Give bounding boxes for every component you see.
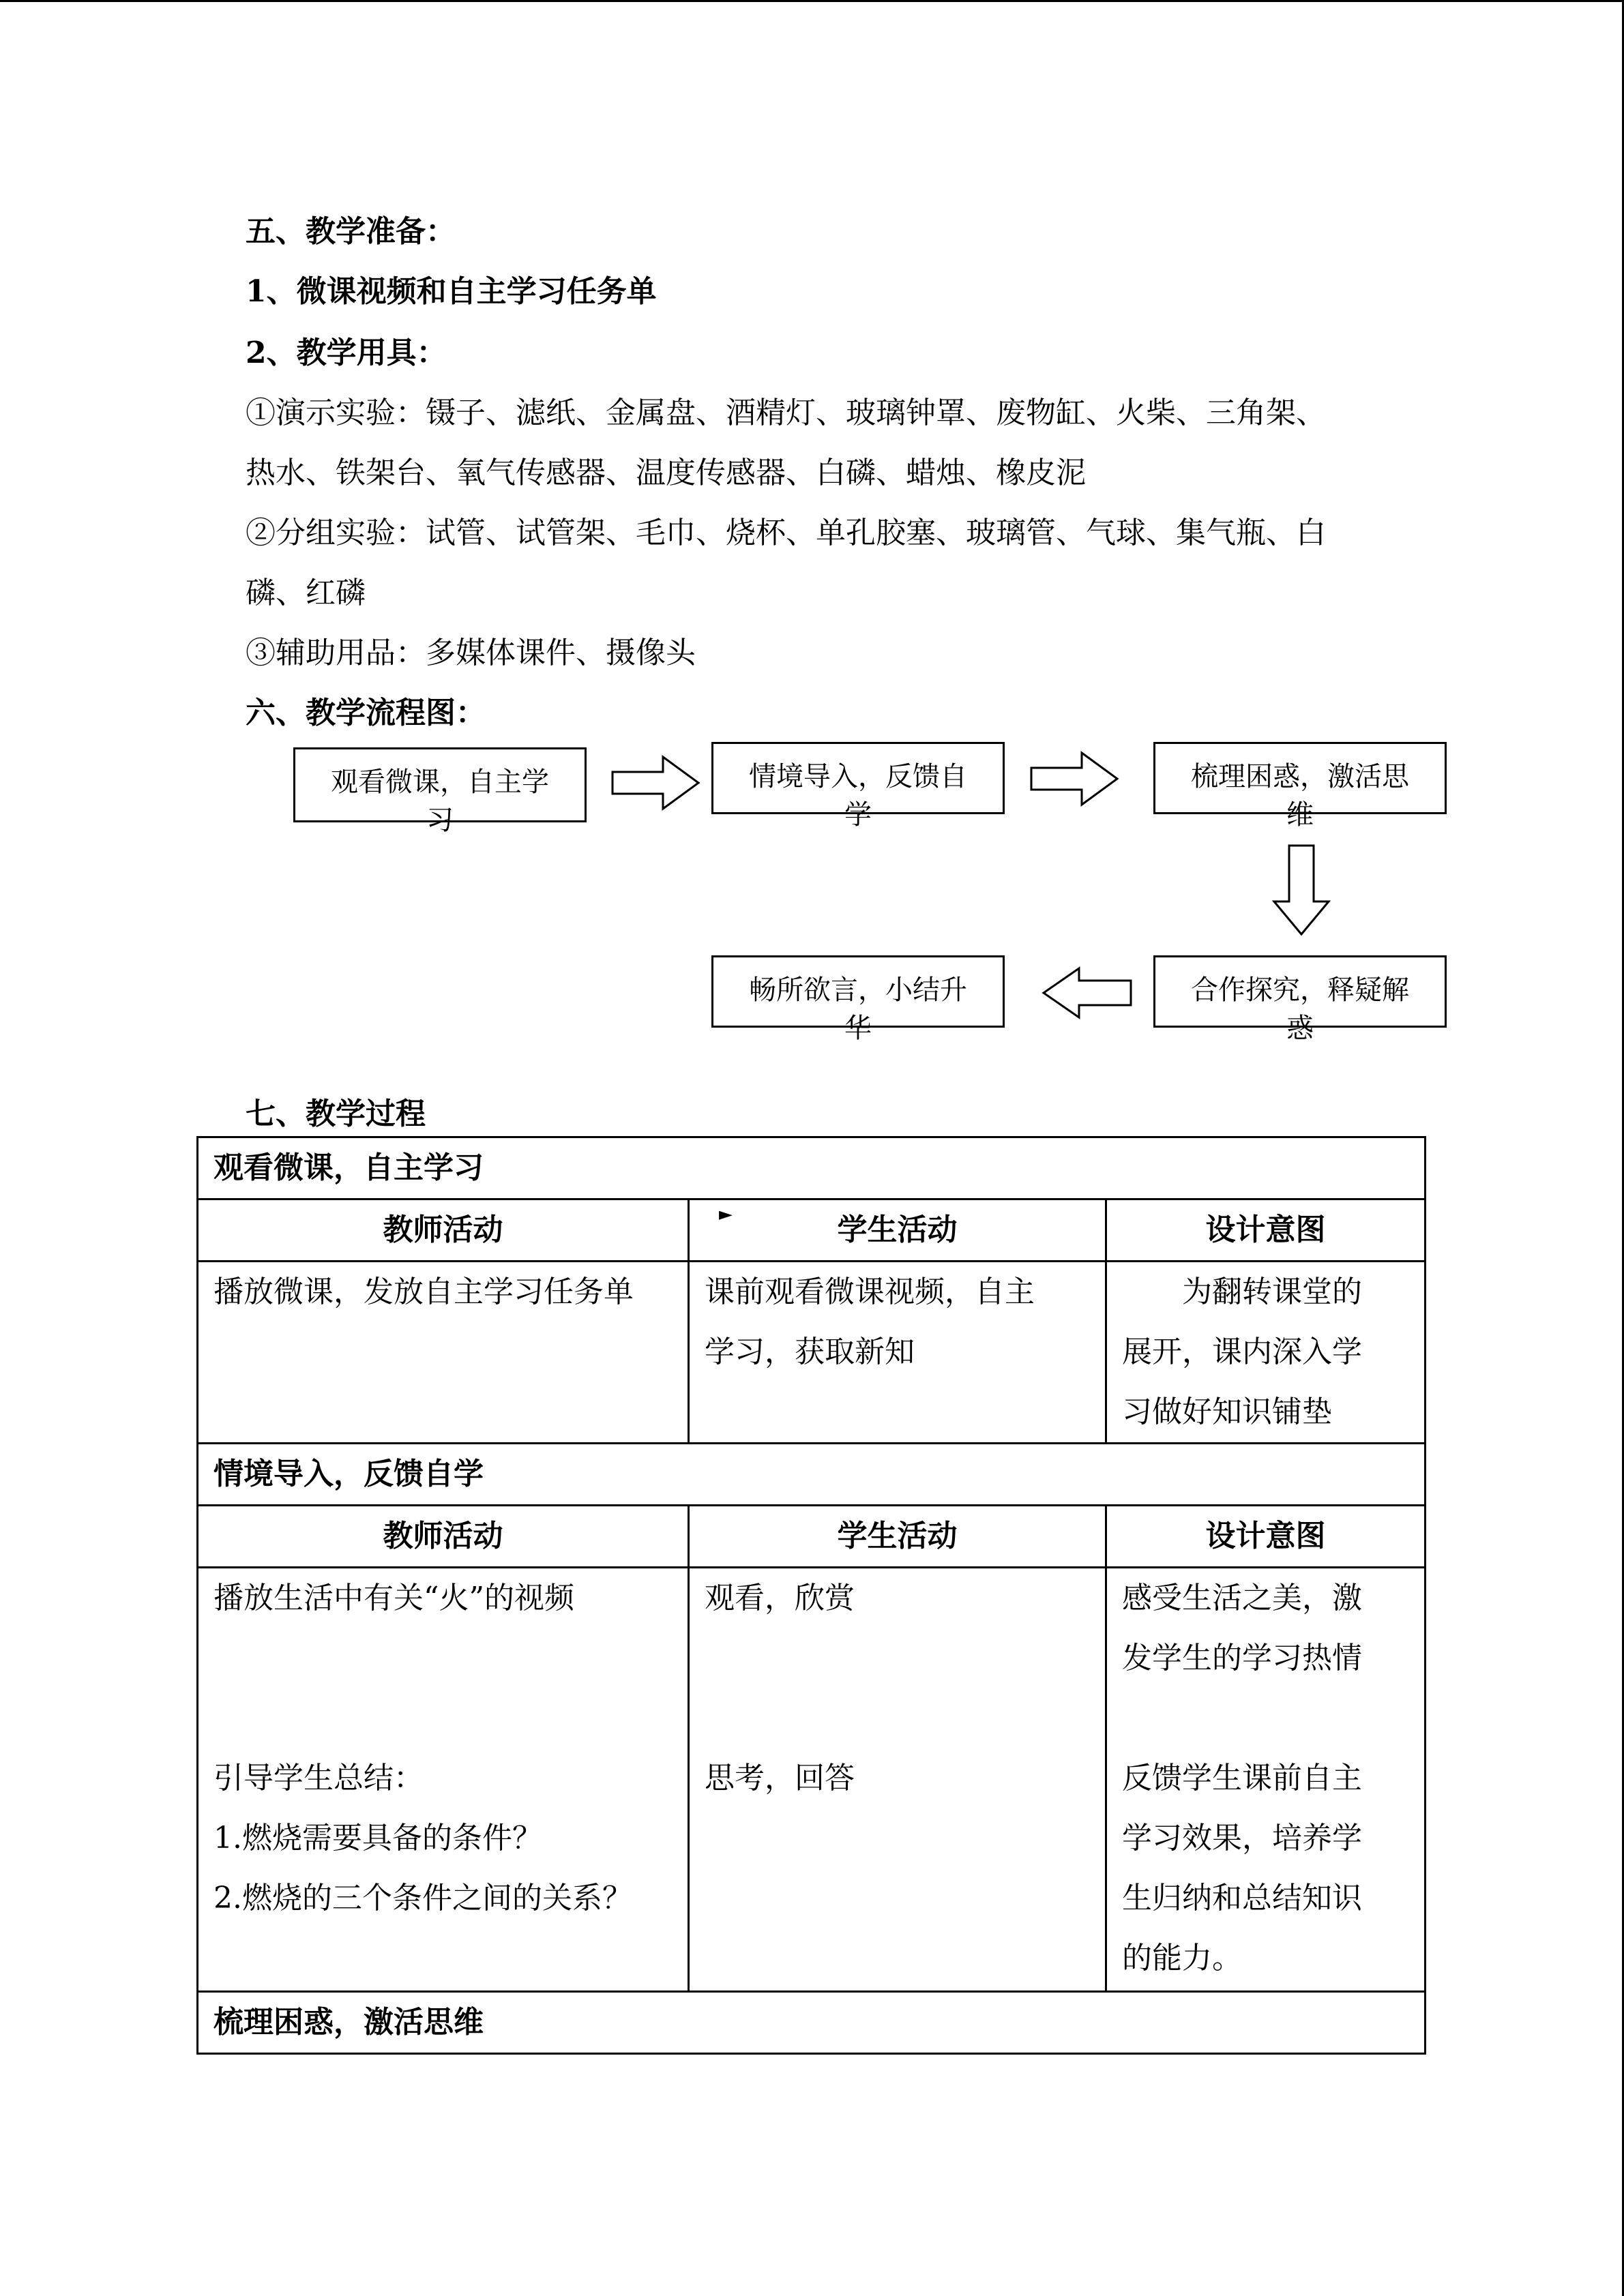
section-1-intent-line: 展开，课内深入学 — [1122, 1335, 1362, 1369]
col-intent-header: 设计意图 — [1106, 1199, 1426, 1262]
section-2-teacher-line — [213, 1628, 673, 1688]
section-2-student-line — [705, 1688, 1090, 1748]
section-2-student-line: 观看，欣赏 — [705, 1581, 855, 1615]
prep-item-1: 1、微课视频和自主学习任务单 — [246, 274, 657, 309]
section-2-intent-line: 感受生活之美，激 — [1122, 1581, 1362, 1615]
section-2-intent-line: 生归纳和总结知识 — [1122, 1881, 1362, 1915]
flow-step-1 — [293, 747, 587, 836]
flow-step-3 — [1153, 742, 1447, 831]
arrow-right-2-icon — [1030, 751, 1120, 806]
triangle-marker-icon: ► — [719, 1204, 733, 1225]
group-line-1: ②分组实验：试管、试管架、毛巾、烧杯、单孔胶塞、玻璃管、气球、集气瓶、白 — [246, 516, 1326, 550]
section-2-teacher — [198, 1568, 689, 1992]
arrow-left-icon — [1041, 967, 1132, 1019]
section-2-title: 情境导入，反馈自学 — [198, 1444, 1426, 1506]
section-2-intent-line: 的能力。 — [1122, 1941, 1242, 1976]
section-1-student-line: 学习，获取新知 — [705, 1335, 915, 1369]
section-1-title: 观看微课，自主学习 — [198, 1137, 1426, 1199]
flow-heading: 六、教学流程图： — [246, 696, 486, 730]
col-teacher-header: 教师活动 — [198, 1199, 689, 1262]
section-1-intent-line: 习做好知识铺垫 — [1122, 1395, 1332, 1429]
section-2-teacher-line — [213, 1688, 673, 1748]
group-line-2: 磷、红磷 — [246, 576, 366, 610]
col-student-header: 学生活动 — [689, 1506, 1106, 1568]
section-2-intent-line — [1122, 1688, 1409, 1748]
process-heading: 七、教学过程 — [246, 1097, 426, 1131]
flow-step-1-label: 观看微课，自主学习 — [331, 766, 549, 836]
col-intent-header: 设计意图 — [1106, 1506, 1426, 1568]
arrow-right-1-icon — [611, 756, 701, 810]
section-1-student — [689, 1262, 1106, 1444]
page-border-top — [0, 0, 1624, 2]
section-2-student-line: 思考，回答 — [705, 1761, 855, 1795]
section-2-intent — [1106, 1568, 1426, 1992]
col-teacher-header: 教师活动 — [198, 1506, 689, 1568]
flow-step-3-label: 梳理困惑，激活思维 — [1191, 761, 1409, 831]
flow-step-2-label: 情境导入，反馈自学 — [749, 761, 967, 831]
flow-step-5 — [711, 955, 1005, 1044]
section-2-teacher-line: 播放生活中有关“火”的视频 — [213, 1581, 574, 1615]
prep-heading: 五、教学准备： — [246, 214, 456, 249]
section-3-title: 梳理困惑，激活思维 — [198, 1992, 1426, 2054]
aux-line: ③辅助用品：多媒体课件、摄像头 — [246, 636, 696, 670]
section-2-teacher-line: 引导学生总结： — [213, 1761, 424, 1795]
section-1-intent — [1106, 1262, 1426, 1444]
section-2-intent-line: 反馈学生课前自主 — [1122, 1761, 1362, 1795]
demo-line-2: 热水、铁架台、氧气传感器、温度传感器、白磷、蜡烛、橡皮泥 — [246, 456, 1086, 490]
process-table — [196, 1136, 1426, 2055]
section-2-teacher-line: 2.燃烧的三个条件之间的关系？ — [213, 1881, 632, 1915]
col-student-header: 学生活动 — [689, 1199, 1106, 1262]
flow-step-4-label: 合作探究，释疑解惑 — [1191, 974, 1409, 1044]
section-1-student-line: 课前观看微课视频，自主 — [705, 1274, 1035, 1309]
demo-line-1: ①演示实验：镊子、滤纸、金属盘、酒精灯、玻璃钟罩、废物缸、火柴、三角架、 — [246, 396, 1326, 430]
flow-step-5-label: 畅所欲言，小结升华 — [749, 974, 967, 1044]
flow-step-4 — [1153, 955, 1447, 1044]
section-1-teacher-line: 播放微课，发放自主学习任务单 — [213, 1274, 634, 1309]
section-2-student — [689, 1568, 1106, 1992]
arrow-down-icon — [1273, 844, 1330, 937]
prep-item-2: 2、教学用具： — [246, 336, 447, 370]
section-2-intent-line: 发学生的学习热情 — [1122, 1641, 1362, 1675]
section-2-student-line — [705, 1628, 1090, 1688]
flow-step-2 — [711, 742, 1005, 831]
section-1-teacher — [198, 1262, 689, 1444]
section-1-intent-line: 为翻转课堂的 — [1182, 1274, 1362, 1309]
section-2-teacher-line: 1.燃烧需要具备的条件？ — [213, 1821, 542, 1855]
section-2-intent-line: 学习效果，培养学 — [1122, 1821, 1362, 1855]
